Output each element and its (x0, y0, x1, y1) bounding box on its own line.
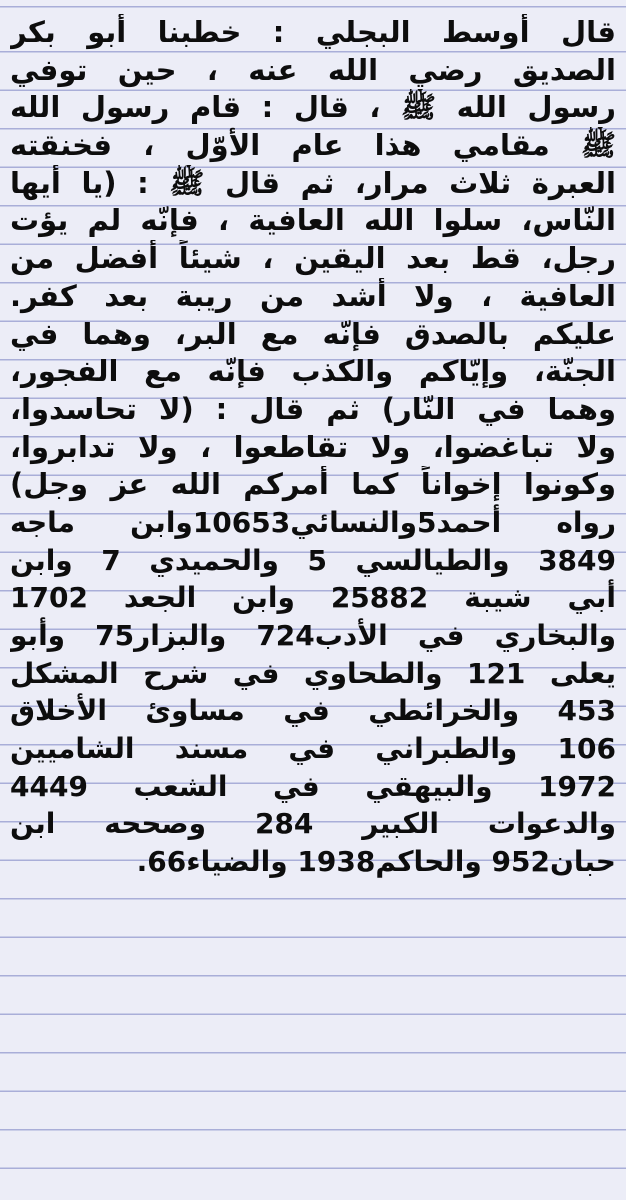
citation-line-5: يعلى 121 والطحاوي في شرح المشكل (10, 656, 616, 690)
hadith-text (10, 14, 616, 881)
text-line-4: ﷺ مقامي هذا عام الأوّل ، فخنقته (10, 128, 616, 163)
citation-line-9: والدعوات الكبير 284 وصححه ابن (10, 807, 616, 841)
text-line-7: رجل، قط بعد اليقين ، شيئاً أفضل من (10, 241, 616, 276)
citation-line-7: 106 والطبراني في مسند الشاميين (10, 732, 616, 766)
citation-line-1: رواه أحمد5والنسائي10653وابن ماجه (10, 505, 616, 539)
text-line-13: وكونوا إخواناً كما أمركم الله عز وجل) (10, 467, 616, 502)
citation-line-3: أبي شيبة 25882 وابن الجعد 1702 (10, 581, 616, 615)
text-line-9: عليكم بالصدق فإنّه مع البر، وهما في (10, 316, 616, 351)
text-line-11: وهما في النّار) ثم قال : (لا تحاسدوا، (10, 391, 616, 426)
text-line-1: قال أوسط البجلي : خطبنا أبو بكر (10, 15, 616, 49)
text-line-8: العافية ، ولا أشد من ريبة بعد كفر. (10, 278, 616, 313)
citation-line-6: 453 والخرائطي في مساوئ الأخلاق (10, 694, 616, 728)
text-line-6: النّاس، سلوا الله العافية ، فإنّه لم يؤت (10, 203, 616, 238)
text-line-12: ولا تباغضوا، ولا تقاطعوا ، ولا تدابروا، (10, 429, 616, 464)
citation-line-8: 1972 والبيهقي في الشعب 4449 (10, 769, 616, 803)
citation-line-4: والبخاري في الأدب724 والبزار75 وأبو (10, 619, 616, 652)
text-line-5: العبرة ثلاث مرار، ثم قال ﷺ : (يا أيها (10, 165, 616, 200)
citation-line-10: حبان952 والحاكم1938 والضياء66. (136, 845, 616, 879)
text-line-10: الجنّة، وإيّاكم والكذب فإنّه مع الفجور، (10, 354, 616, 389)
text-line-2: الصديق رضي الله عنه ، حين توفي (10, 52, 616, 87)
citation-line-2: 3849 والطيالسي 5 والحميدي 7 وابن (10, 543, 616, 577)
text-line-3: رسول الله ﷺ ، قال : قام رسول الله (10, 90, 616, 125)
